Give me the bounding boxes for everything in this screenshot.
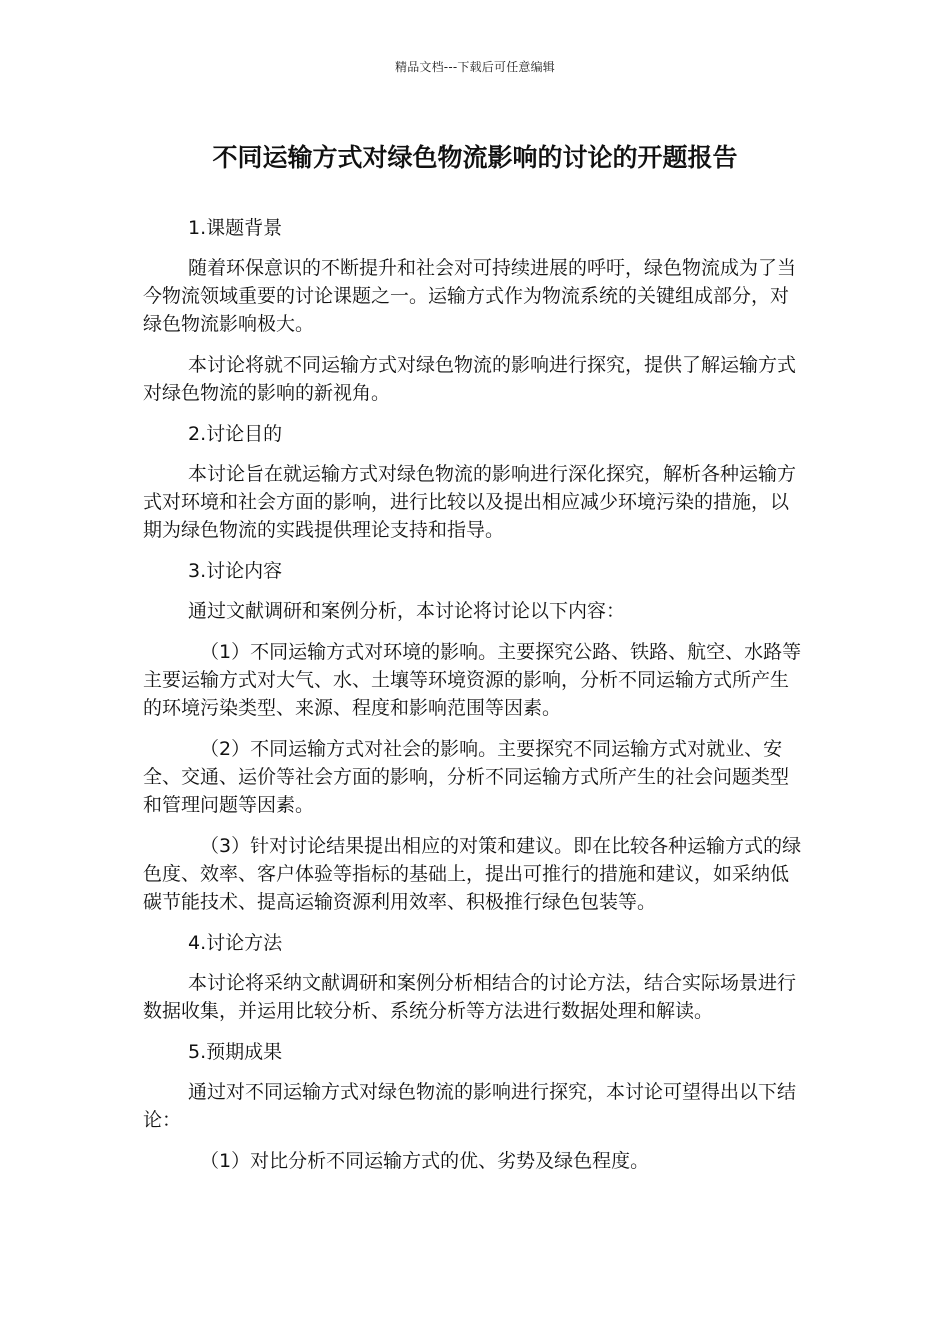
list-item: （3）针对讨论结果提出相应的对策和建议。即在比较各种运输方式的绿色度、效率、客户体验等指标的基础上，提出可推行的措施和建议，如采纳低碳节能技术、提高运输资源利用效率、积极推行绿色包装等。 [143, 835, 802, 913]
section-heading-background: 1.课题背景 [188, 217, 283, 239]
section-heading-purpose: 2.讨论目的 [188, 423, 283, 445]
document-body [143, 214, 807, 1188]
list-item: （2）不同运输方式对社会的影响。主要探究不同运输方式对就业、安全、交通、运价等社会方面的影响，分析不同运输方式所产生的社会问题类型和管理问题等因素。 [143, 738, 790, 816]
list-item: （1）对比分析不同运输方式的优、劣势及绿色程度。 [200, 1150, 650, 1172]
paragraph: 通过文献调研和案例分析，本讨论将讨论以下内容： [188, 600, 626, 622]
section-heading-method: 4.讨论方法 [188, 932, 283, 954]
section-heading-content: 3.讨论内容 [188, 560, 283, 582]
paragraph: 本讨论旨在就运输方式对绿色物流的影响进行深化探究，解析各种运输方式对环境和社会方面的影响，进行比较以及提出相应减少环境污染的措施，以期为绿色物流的实践提供理论支持和指导。 [143, 463, 797, 541]
paragraph: 随着环保意识的不断提升和社会对可持续进展的呼吁，绿色物流成为了当今物流领域重要的讨论课题之一。运输方式作为物流系统的关键组成部分，对绿色物流影响极大。 [143, 257, 797, 335]
list-item: （1）不同运输方式对环境的影响。主要探究公路、铁路、航空、水路等主要运输方式对大气、水、土壤等环境资源的影响，分析不同运输方式所产生的环境污染类型、来源、程度和影响范围等因素。 [143, 641, 802, 719]
document-title: 不同运输方式对绿色物流影响的讨论的开题报告 [212, 143, 738, 172]
paragraph: 通过对不同运输方式对绿色物流的影响进行探究，本讨论可望得出以下结论： [143, 1081, 797, 1131]
section-heading-results: 5.预期成果 [188, 1041, 283, 1063]
page-header: 精品文档---下载后可任意编辑 [395, 60, 555, 74]
paragraph: 本讨论将采纳文献调研和案例分析相结合的讨论方法，结合实际场景进行数据收集，并运用比较分析、系统分析等方法进行数据处理和解读。 [143, 972, 797, 1022]
paragraph: 本讨论将就不同运输方式对绿色物流的影响进行探究，提供了解运输方式对绿色物流的影响的新视角。 [143, 354, 797, 404]
